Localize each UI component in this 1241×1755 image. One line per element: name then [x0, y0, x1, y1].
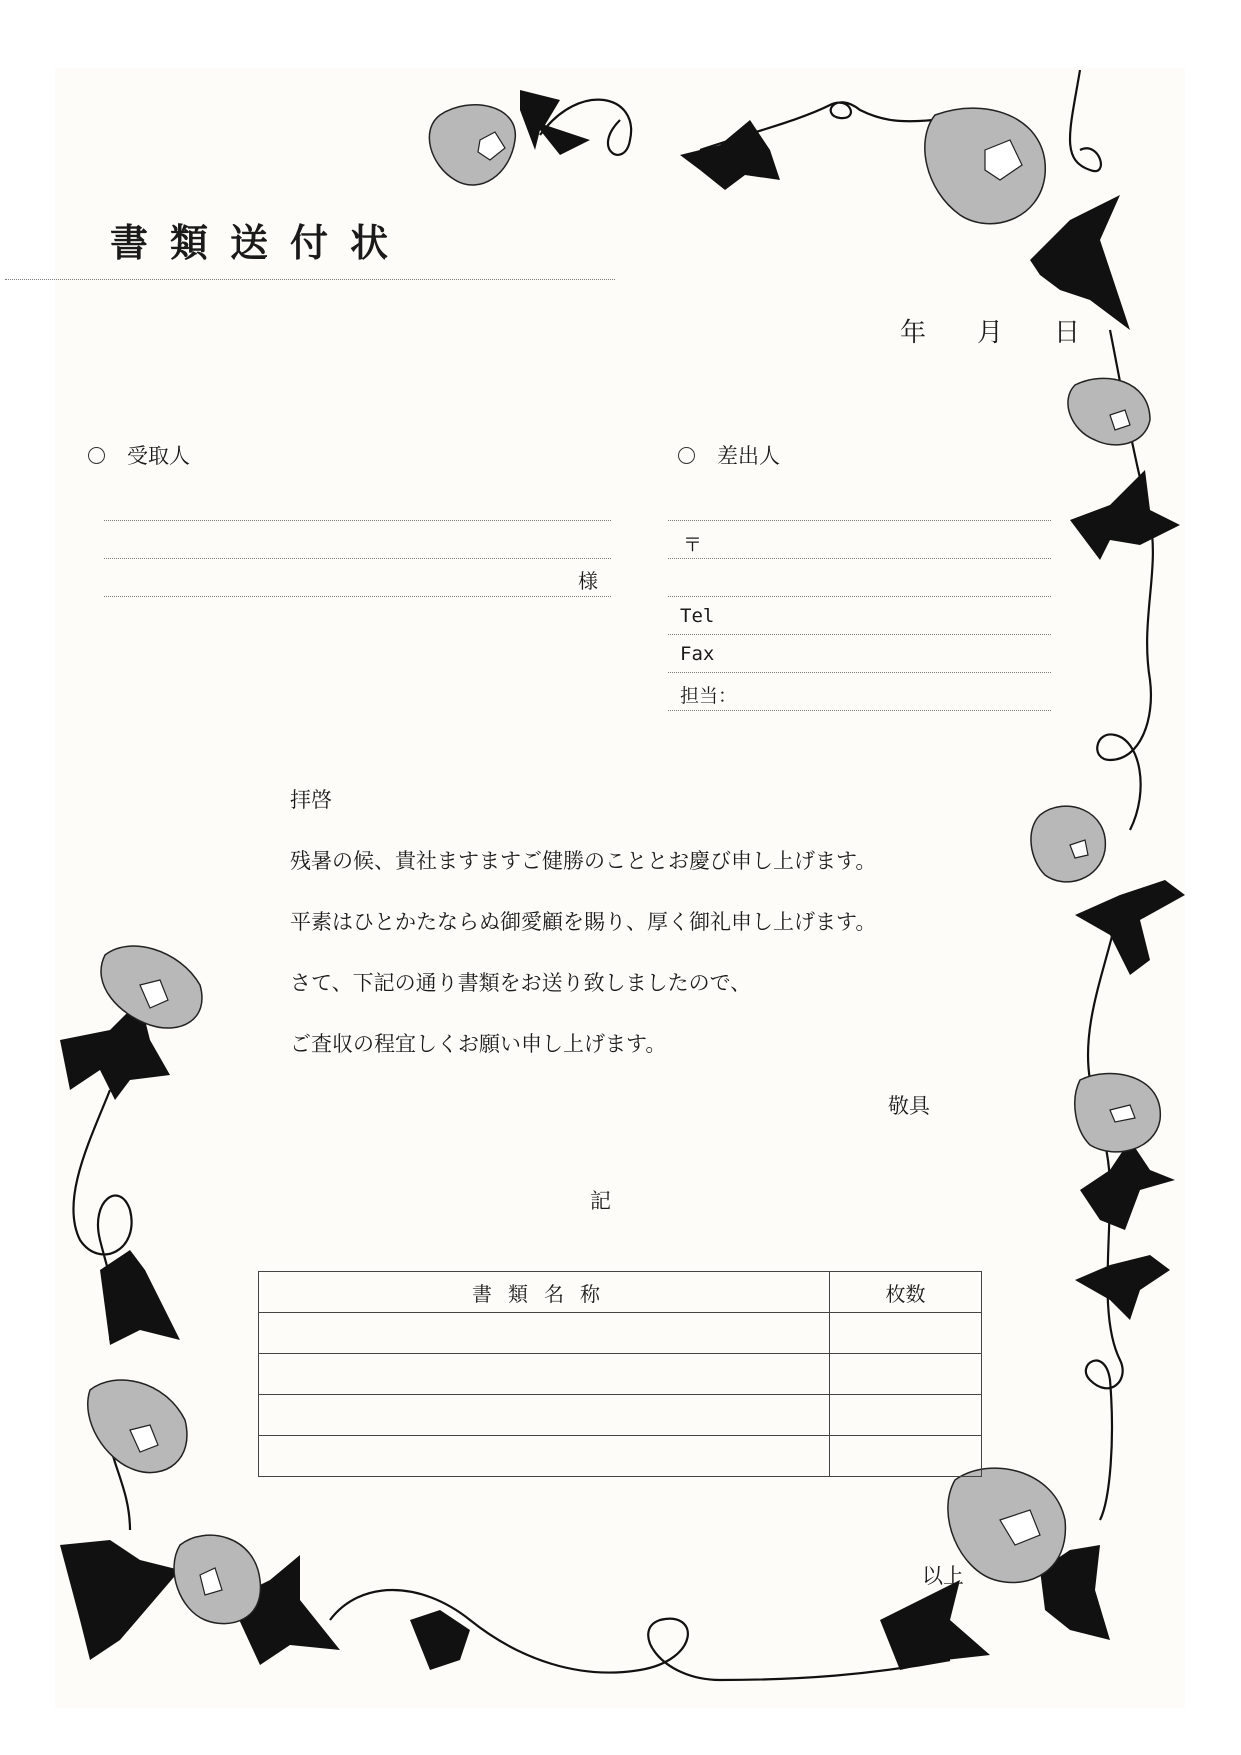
doc-count-cell[interactable]	[830, 1313, 982, 1354]
table-row	[259, 1313, 982, 1354]
table-row	[259, 1436, 982, 1477]
letter-closing: 敬具	[888, 1094, 930, 1118]
letter-line-2: 平素はひとかたならぬ御愛顧を賜り、厚く御礼申し上げます。	[290, 910, 877, 934]
letter-end: 以上	[922, 1564, 964, 1588]
date-year-label: 年	[900, 318, 927, 348]
doc-count-cell[interactable]	[830, 1354, 982, 1395]
sender-address-line[interactable]	[668, 596, 1051, 597]
sender-contact-label: 担当：	[680, 685, 738, 707]
documents-table	[258, 1271, 982, 1477]
letter-line-1: 残暑の候、貴社ますますご健勝のこととお慶び申し上げます。	[290, 849, 877, 873]
recipient-heading-label: 受取人	[127, 444, 190, 468]
sender-line-1[interactable]	[668, 520, 1051, 521]
title-divider	[5, 279, 615, 280]
doc-count-cell[interactable]	[830, 1436, 982, 1477]
column-header-name: 書類名称	[259, 1272, 830, 1313]
sender-fax-line[interactable]	[668, 672, 1051, 673]
sender-fax-label: Fax	[680, 643, 715, 665]
sender-contact-line[interactable]	[668, 710, 1051, 711]
sender-tel-line[interactable]	[668, 634, 1051, 635]
doc-name-cell[interactable]	[259, 1313, 830, 1354]
table-row	[259, 1354, 982, 1395]
letter-opening: 拝啓	[290, 788, 332, 812]
ki-heading: 記	[590, 1189, 611, 1213]
letter-line-3: さて、下記の通り書類をお送り致しましたので、	[290, 971, 752, 995]
page-title: 書類送付状	[110, 220, 411, 265]
recipient-heading	[88, 440, 190, 470]
date-month-label: 月	[976, 318, 1003, 348]
date-day-label: 日	[1053, 318, 1080, 348]
doc-name-cell[interactable]	[259, 1395, 830, 1436]
sender-postal-mark: 〒	[683, 534, 703, 556]
date-row	[900, 312, 1080, 349]
recipient-line-1[interactable]	[104, 520, 611, 521]
doc-name-cell[interactable]	[259, 1436, 830, 1477]
table-header-row	[259, 1272, 982, 1313]
sender-tel-label: Tel	[680, 605, 715, 627]
doc-count-cell[interactable]	[830, 1395, 982, 1436]
sender-heading	[678, 440, 780, 470]
recipient-honorific: 様	[578, 569, 598, 593]
table-row	[259, 1395, 982, 1436]
leaf-icon	[520, 90, 590, 155]
circle-bullet-icon	[678, 447, 695, 464]
circle-bullet-icon	[88, 447, 105, 464]
sender-postal-line[interactable]	[668, 558, 1051, 559]
sender-heading-label: 差出人	[717, 444, 780, 468]
recipient-line-3[interactable]	[104, 596, 611, 597]
letter-line-4: ご査収の程宜しくお願い申し上げます。	[290, 1032, 667, 1056]
column-header-count: 枚数	[830, 1272, 982, 1313]
doc-name-cell[interactable]	[259, 1354, 830, 1395]
recipient-line-2[interactable]	[104, 558, 611, 559]
